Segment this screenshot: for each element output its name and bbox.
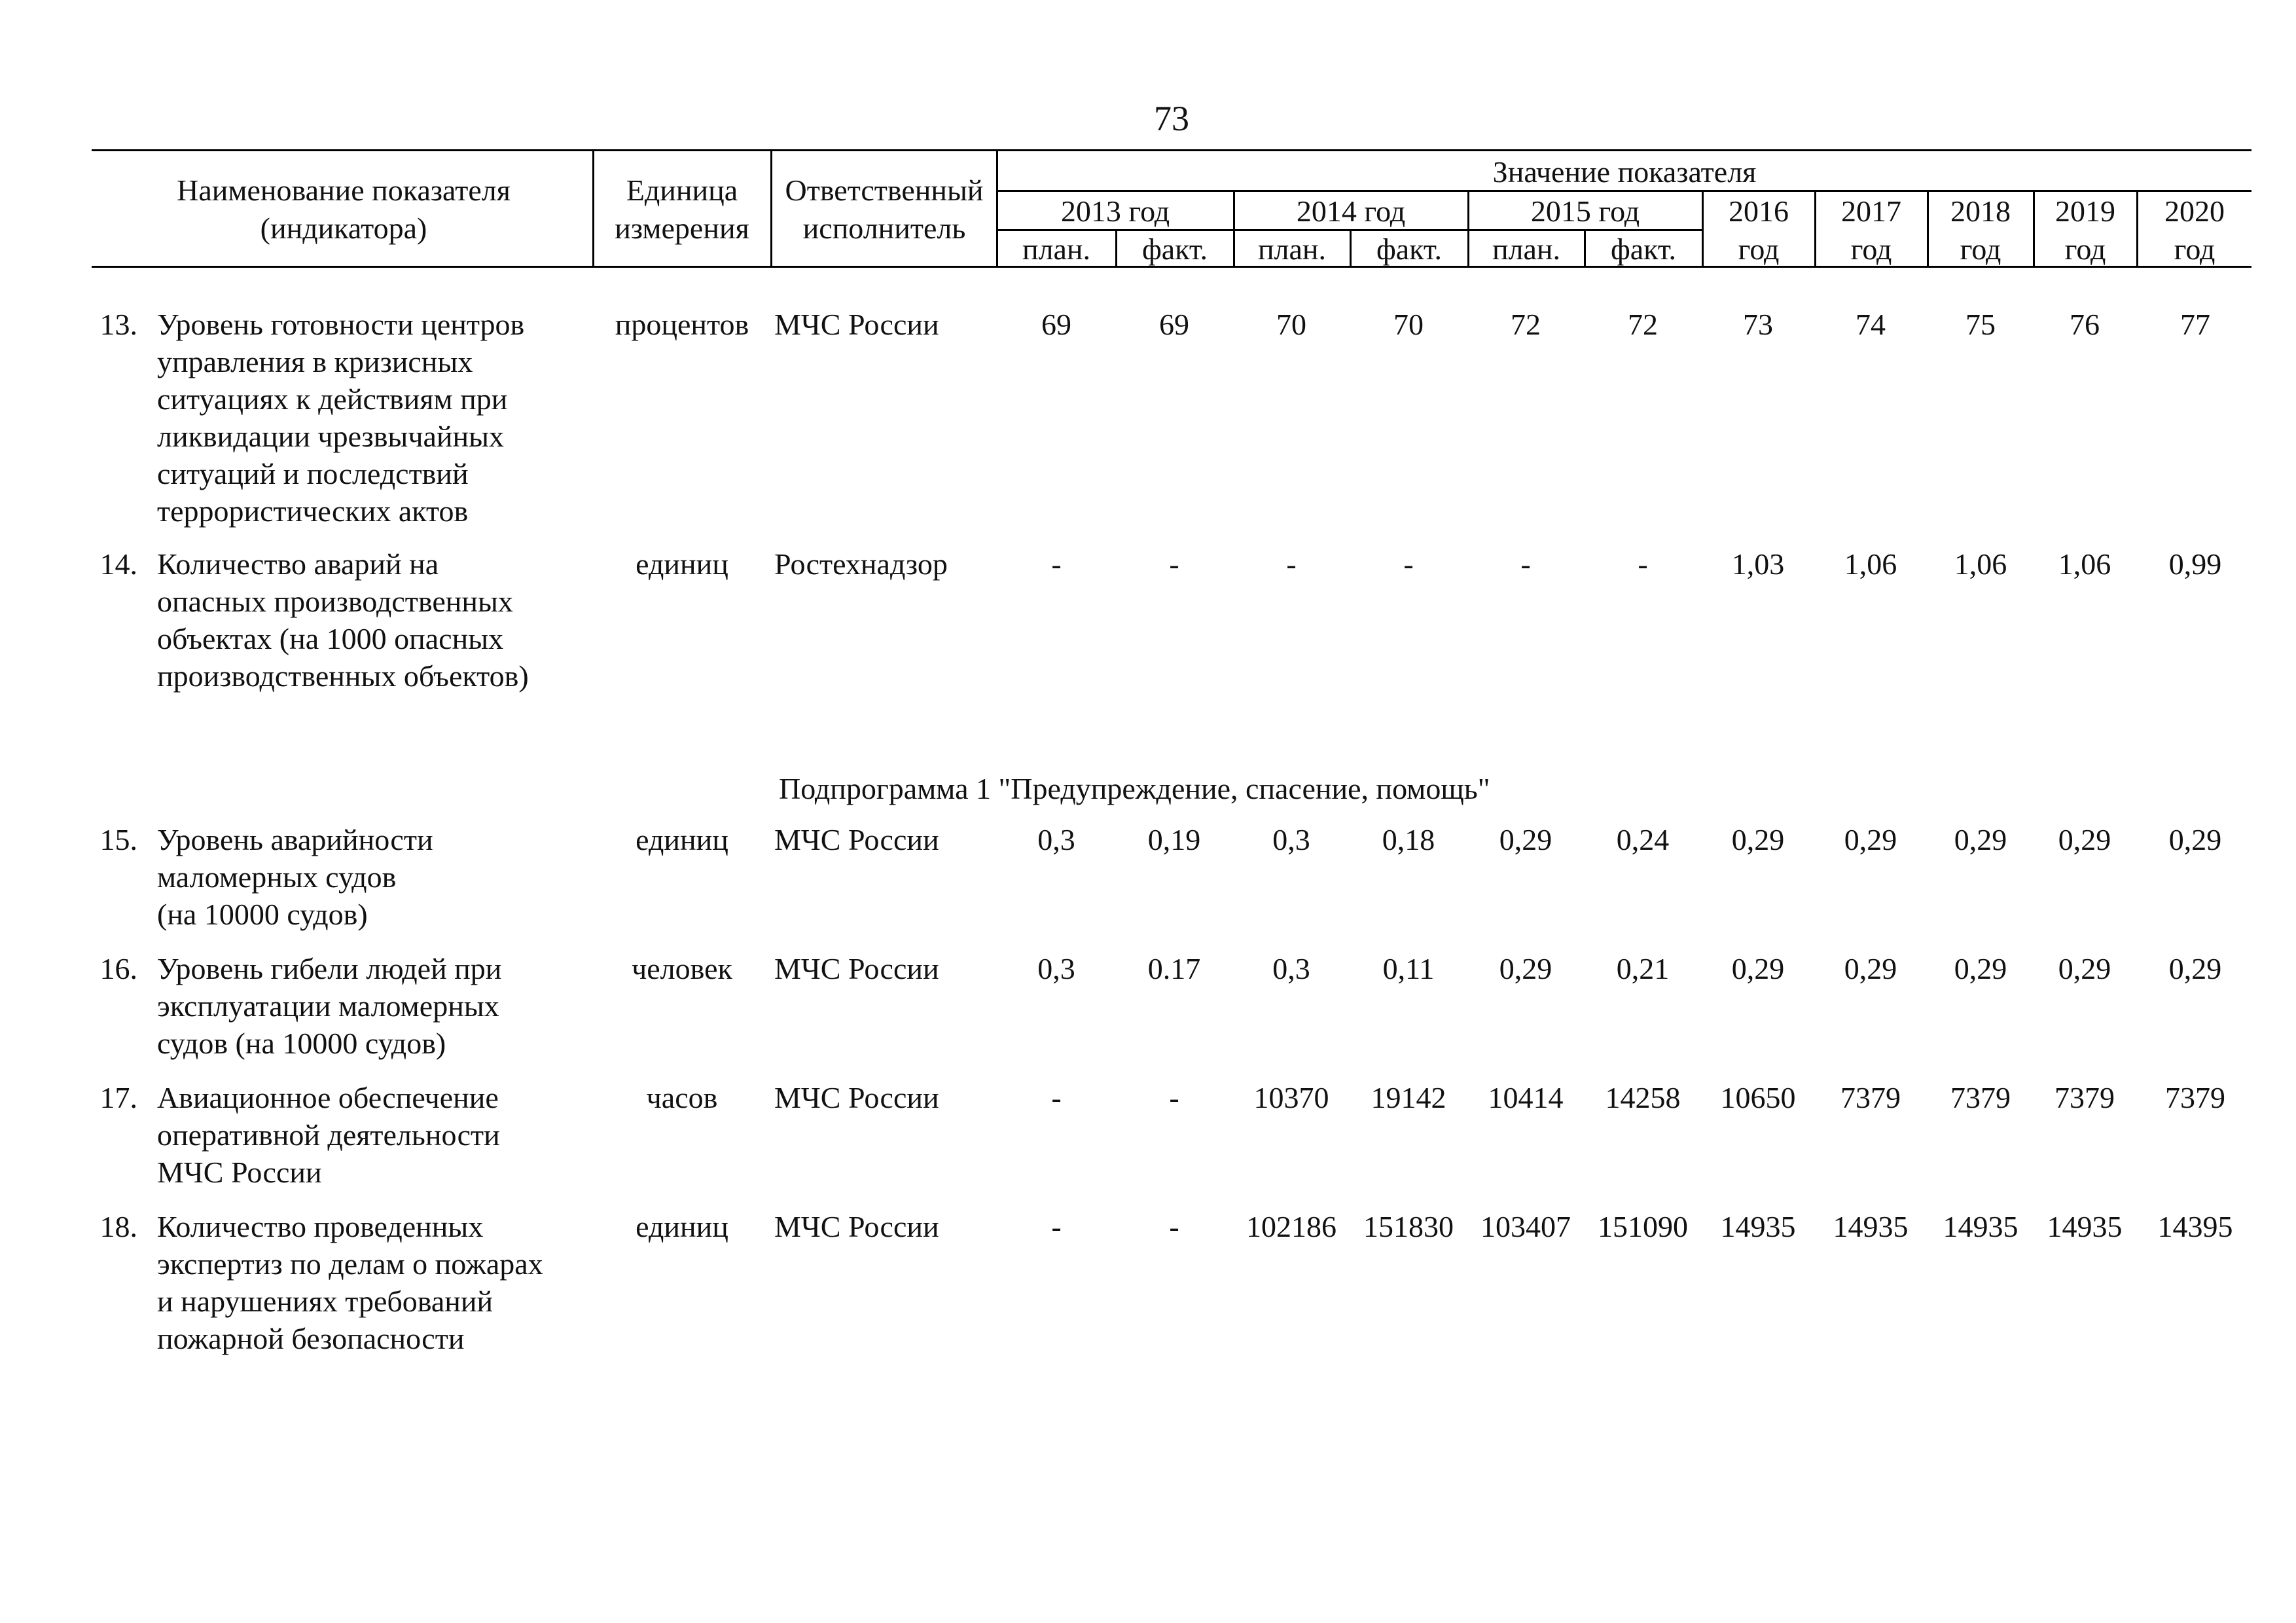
value-cell: 0,29 bbox=[1844, 823, 1897, 856]
value-cell: 0,99 bbox=[2168, 547, 2222, 581]
row-number: 14. bbox=[99, 547, 137, 581]
row-number: 18. bbox=[99, 1210, 137, 1243]
executor-cell: Ростехнадзор bbox=[774, 547, 948, 581]
header-name: Наименование показателя (индикатора) bbox=[177, 173, 511, 245]
value-cell: 72 bbox=[1628, 308, 1658, 341]
executor-cell: МЧС России bbox=[774, 1081, 939, 1114]
header-year-2014: 2014 год bbox=[1296, 194, 1406, 228]
unit-cell: единиц bbox=[636, 1210, 728, 1243]
row-number: 16. bbox=[99, 952, 137, 985]
value-cell: 14935 bbox=[2047, 1210, 2123, 1243]
value-cell: 0.17 bbox=[1147, 952, 1201, 985]
value-cell: 1,06 bbox=[1844, 547, 1897, 581]
value-cell: 14935 bbox=[1720, 1210, 1796, 1243]
indicator-name: Уровень готовности центров управления в кризисных ситуациях к действиям при ликвидации чрезвычайных ситуаций и последствий террористических актов bbox=[157, 308, 525, 528]
value-cell: 0,11 bbox=[1382, 952, 1435, 985]
indicator-name: Уровень гибели людей при эксплуатации маломерных судов (на 10000 судов) bbox=[157, 952, 502, 1060]
value-cell: 0,29 bbox=[2058, 823, 2111, 856]
header-plan: план. bbox=[1492, 232, 1561, 266]
value-cell: 0,29 bbox=[1731, 823, 1785, 856]
header-god: год bbox=[2174, 232, 2215, 266]
value-cell: 74 bbox=[1856, 308, 1886, 341]
row-number: 15. bbox=[99, 823, 137, 856]
header-god: год bbox=[1850, 232, 1892, 266]
value-cell: 0,19 bbox=[1147, 823, 1201, 856]
value-cell: 75 bbox=[1965, 308, 1996, 341]
value-cell: 1,06 bbox=[2058, 547, 2111, 581]
header-fact: факт. bbox=[1376, 232, 1443, 266]
value-cell: 70 bbox=[1393, 308, 1424, 341]
value-cell: 14395 bbox=[2157, 1210, 2233, 1243]
header-year-2016: 2016 bbox=[1729, 194, 1789, 228]
value-cell: 10650 bbox=[1720, 1081, 1796, 1114]
header-unit: Единица измерения bbox=[615, 173, 749, 245]
row-number: 17. bbox=[99, 1081, 137, 1114]
value-cell: - bbox=[1169, 1210, 1179, 1243]
header-year-2015: 2015 год bbox=[1530, 194, 1640, 228]
value-cell: 0,3 bbox=[1037, 952, 1075, 985]
value-cell: 7379 bbox=[1950, 1081, 2011, 1114]
header-year-2018: 2018 bbox=[1950, 194, 2011, 228]
header-year-2017: 2017 bbox=[1841, 194, 1901, 228]
value-cell: 0,21 bbox=[1616, 952, 1670, 985]
value-cell: - bbox=[1286, 547, 1297, 581]
unit-cell: часов bbox=[646, 1081, 718, 1114]
header-plan: план. bbox=[1022, 232, 1091, 266]
value-cell: 0,29 bbox=[1499, 952, 1552, 985]
value-cell: 151830 bbox=[1363, 1210, 1454, 1243]
value-cell: 73 bbox=[1743, 308, 1773, 341]
value-cell: 0,29 bbox=[1499, 823, 1552, 856]
value-cell: - bbox=[1051, 1081, 1062, 1114]
header-god: год bbox=[1738, 232, 1780, 266]
value-cell: - bbox=[1051, 547, 1062, 581]
header-fact: факт. bbox=[1610, 232, 1677, 266]
header-executor: Ответственный исполнитель bbox=[785, 173, 984, 245]
value-cell: 0,29 bbox=[1731, 952, 1785, 985]
value-cell: 14935 bbox=[1943, 1210, 2018, 1243]
value-cell: 0,29 bbox=[2168, 823, 2222, 856]
value-cell: 77 bbox=[2180, 308, 2210, 341]
executor-cell: МЧС России bbox=[774, 1210, 939, 1243]
value-cell: 76 bbox=[2070, 308, 2100, 341]
executor-cell: МЧС России bbox=[774, 308, 939, 341]
indicator-name: Количество аварий на опасных производственных объектах (на 1000 опасных производственных объектов) bbox=[157, 547, 529, 693]
value-cell: 0,29 bbox=[1954, 823, 2007, 856]
value-cell: 0,18 bbox=[1382, 823, 1435, 856]
header-year-2020: 2020 bbox=[2164, 194, 2225, 228]
header-plan: план. bbox=[1257, 232, 1327, 266]
value-cell: - bbox=[1051, 1210, 1062, 1243]
value-cell: 70 bbox=[1276, 308, 1306, 341]
value-cell: 10370 bbox=[1253, 1081, 1329, 1114]
value-cell: 103407 bbox=[1480, 1210, 1571, 1243]
value-cell: 7379 bbox=[2054, 1081, 2115, 1114]
value-cell: - bbox=[1169, 1081, 1179, 1114]
header-fact: факт. bbox=[1141, 232, 1208, 266]
value-cell: 0,3 bbox=[1272, 823, 1310, 856]
value-cell: 1,03 bbox=[1731, 547, 1785, 581]
value-cell: 0,29 bbox=[2058, 952, 2111, 985]
value-cell: 0,29 bbox=[1844, 952, 1897, 985]
value-cell: 69 bbox=[1041, 308, 1071, 341]
value-cell: 0,24 bbox=[1616, 823, 1670, 856]
header-year-2013: 2013 год bbox=[1060, 194, 1170, 228]
unit-cell: процентов bbox=[615, 308, 749, 341]
value-cell: 7379 bbox=[1840, 1081, 1901, 1114]
value-cell: 0,29 bbox=[1954, 952, 2007, 985]
indicator-name: Уровень аварийности маломерных судов (на 10000 судов) bbox=[157, 823, 433, 931]
header-year-2019: 2019 bbox=[2055, 194, 2115, 228]
value-cell: - bbox=[1638, 547, 1648, 581]
header-values: Значение показателя bbox=[1492, 155, 1757, 189]
value-cell: 10414 bbox=[1488, 1081, 1564, 1114]
indicator-name: Количество проведенных экспертиз по делам о пожарах и нарушениях требований пожарной безопасности bbox=[157, 1210, 543, 1355]
value-cell: 7379 bbox=[2165, 1081, 2225, 1114]
header-god: год bbox=[1960, 232, 2001, 266]
value-cell: 14258 bbox=[1605, 1081, 1681, 1114]
header-top-rule bbox=[92, 149, 2251, 151]
header-god: год bbox=[2064, 232, 2106, 266]
executor-cell: МЧС России bbox=[774, 823, 939, 856]
unit-cell: единиц bbox=[636, 823, 728, 856]
value-cell: - bbox=[1520, 547, 1531, 581]
page-number: 73 bbox=[1154, 99, 1189, 138]
subprogram-heading: Подпрограмма 1 "Предупреждение, спасение, помощь" bbox=[779, 772, 1490, 805]
value-cell: 1,06 bbox=[1954, 547, 2007, 581]
unit-cell: единиц bbox=[636, 547, 728, 581]
value-cell: 0,3 bbox=[1272, 952, 1310, 985]
value-cell: 69 bbox=[1159, 308, 1189, 341]
executor-cell: МЧС России bbox=[774, 952, 939, 985]
row-number: 13. bbox=[99, 308, 137, 341]
value-cell: - bbox=[1169, 547, 1179, 581]
value-cell: 0,3 bbox=[1037, 823, 1075, 856]
value-cell: 72 bbox=[1511, 308, 1541, 341]
value-cell: 0,29 bbox=[2168, 952, 2222, 985]
unit-cell: человек bbox=[632, 952, 732, 985]
value-cell: 14935 bbox=[1833, 1210, 1909, 1243]
value-cell: - bbox=[1403, 547, 1414, 581]
value-cell: 102186 bbox=[1246, 1210, 1336, 1243]
indicator-name: Авиационное обеспечение оперативной деятельности МЧС России bbox=[157, 1081, 500, 1189]
value-cell: 19142 bbox=[1371, 1081, 1446, 1114]
value-cell: 151090 bbox=[1598, 1210, 1688, 1243]
